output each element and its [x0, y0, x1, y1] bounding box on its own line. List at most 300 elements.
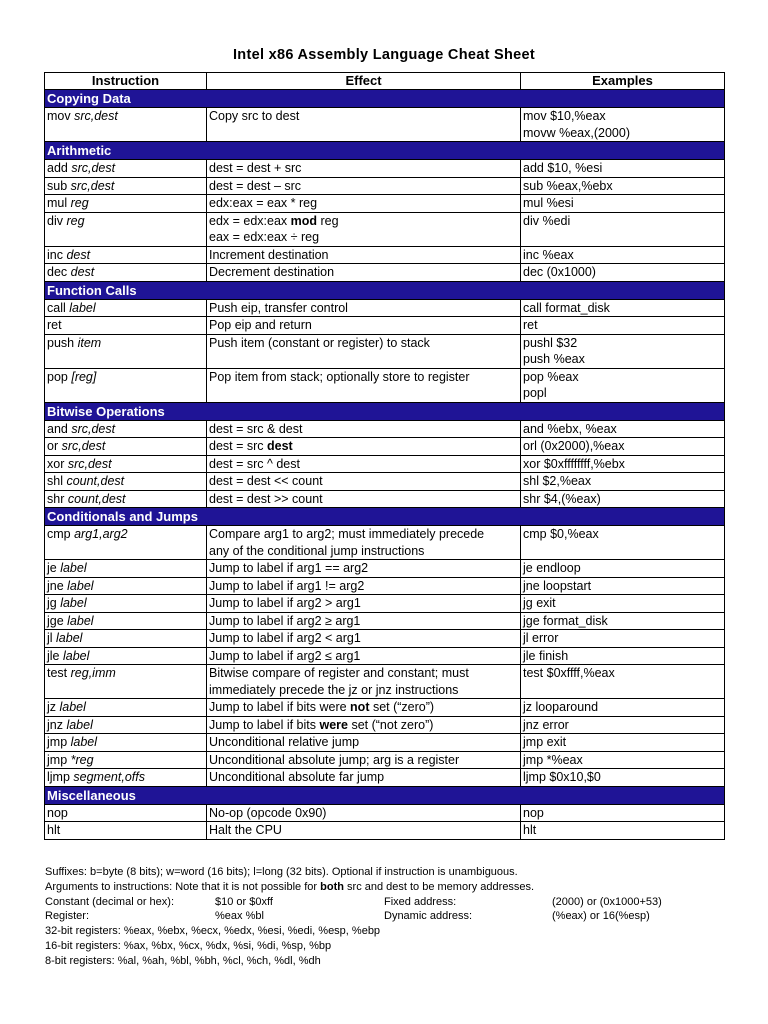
arguments-note — [45, 880, 725, 895]
example-cell — [521, 612, 725, 630]
instruction-mnemonic: div — [47, 213, 67, 228]
instruction-args: item — [77, 335, 102, 350]
table-row — [45, 420, 725, 438]
instruction-mnemonic: test — [47, 666, 71, 680]
section-label: Function Calls — [45, 281, 725, 299]
section-header-row — [45, 142, 725, 160]
effect-cell — [207, 473, 521, 491]
example-line: pushl $32 — [523, 335, 578, 350]
effect-line: Increment destination — [209, 247, 329, 262]
instruction-args: src,dest — [61, 439, 106, 453]
effect-line: Jump to label if arg2 ≤ arg1 — [209, 648, 361, 663]
instruction-cell — [45, 438, 207, 456]
instruction-args: label — [66, 717, 93, 732]
instruction-args: dest — [66, 247, 91, 262]
arguments-note-pre: Arguments to instructions: Note that it is not possible for — [45, 880, 321, 893]
example-cell — [521, 212, 725, 246]
example-cell — [521, 804, 725, 822]
section-label: Arithmetic — [45, 142, 725, 160]
instruction-cell — [45, 734, 207, 752]
instruction-cell — [45, 108, 207, 142]
table-row — [45, 665, 725, 699]
effect-cell — [207, 716, 521, 734]
effect-cell — [207, 264, 521, 282]
example-line: orl (0x2000),%eax — [523, 439, 625, 453]
instruction-mnemonic: inc — [47, 247, 67, 262]
effect-cell — [207, 299, 521, 317]
effect-emphasis: dest — [267, 439, 293, 453]
table-row — [45, 612, 725, 630]
instruction-cell — [45, 769, 207, 787]
example-line: hlt — [523, 823, 537, 837]
effect-line: Jump to label if arg2 ≥ arg1 — [209, 613, 361, 628]
effect-line: dest = src & dest — [209, 421, 303, 436]
example-cell — [521, 420, 725, 438]
example-cell — [521, 560, 725, 578]
effect-cell — [207, 317, 521, 335]
example-cell — [521, 368, 725, 402]
registers-32bit: 32-bit registers: %eax, %ebx, %ecx, %edx, %esi, %edi, %esp, %ebp — [45, 925, 381, 938]
instruction-mnemonic: pop — [47, 369, 72, 384]
instruction-mnemonic: jmp — [47, 752, 71, 767]
example-line: mul %esi — [523, 196, 574, 210]
effect-line: Unconditional relative jump — [209, 735, 360, 749]
effect-text: reg — [317, 213, 339, 228]
instruction-cell — [45, 612, 207, 630]
effect-line: dest = dest >> count — [209, 491, 323, 506]
effect-line: Decrement destination — [209, 265, 335, 279]
example-line: xor $0xffffffff,%ebx — [523, 456, 625, 471]
instruction-args: src,dest — [71, 421, 116, 436]
example-cell — [521, 195, 725, 213]
example-cell — [521, 595, 725, 613]
header-instruction: Instruction — [45, 73, 207, 90]
instruction-args: dest — [70, 265, 95, 279]
instruction-args: label — [60, 561, 87, 575]
instruction-cell — [45, 822, 207, 840]
effect-cell — [207, 438, 521, 456]
table-row — [45, 490, 725, 508]
instruction-args: label — [67, 613, 94, 628]
example-cell — [521, 769, 725, 787]
example-line: dec (0x1000) — [523, 265, 596, 279]
instruction-cell — [45, 647, 207, 665]
instruction-args: *reg — [70, 752, 94, 767]
effect-cell — [207, 822, 521, 840]
effect-cell — [207, 195, 521, 213]
registers-16bit: 16-bit registers: %ax, %bx, %cx, %dx, %si, %di, %sp, %bp — [45, 939, 332, 952]
effect-line — [209, 213, 518, 230]
instruction-mnemonic: jl — [47, 631, 57, 645]
effect-line: Unconditional absolute jump; arg is a register — [209, 752, 460, 767]
table-row — [45, 334, 725, 368]
effect-line — [209, 699, 518, 716]
section-header-row — [45, 508, 725, 526]
example-cell — [521, 647, 725, 665]
instruction-cell — [45, 804, 207, 822]
effect-emphasis: were — [319, 717, 348, 732]
instruction-args: [reg] — [71, 369, 97, 384]
constant-row — [45, 895, 725, 910]
example-line: add $10, %esi — [523, 161, 603, 175]
instruction-args: label — [67, 578, 94, 593]
table-row — [45, 699, 725, 717]
instruction-mnemonic: dec — [47, 265, 71, 279]
instruction-mnemonic: mov — [47, 109, 75, 123]
example-cell — [521, 526, 725, 560]
effect-line: Jump to label if arg1 == arg2 — [209, 561, 369, 575]
register-row — [45, 909, 725, 924]
effect-line — [209, 717, 518, 734]
effect-line: dest = dest – src — [209, 178, 302, 193]
instruction-cell — [45, 368, 207, 402]
instruction-mnemonic: nop — [47, 805, 68, 820]
example-line: nop — [523, 805, 544, 820]
instruction-cell — [45, 455, 207, 473]
effect-cell — [207, 769, 521, 787]
section-header-row — [45, 402, 725, 420]
table-row — [45, 246, 725, 264]
effect-line: Bitwise compare of register and constant; must — [209, 666, 469, 680]
table-row — [45, 577, 725, 595]
instruction-mnemonic: ljmp — [47, 770, 74, 784]
example-line: sub %eax,%ebx — [523, 178, 613, 193]
table-row — [45, 560, 725, 578]
effect-cell — [207, 334, 521, 368]
effect-cell — [207, 665, 521, 699]
example-cell — [521, 108, 725, 142]
effect-cell — [207, 420, 521, 438]
example-line: jg exit — [523, 596, 556, 610]
example-cell — [521, 438, 725, 456]
effect-cell — [207, 160, 521, 178]
table-row — [45, 455, 725, 473]
instruction-cell — [45, 630, 207, 648]
example-line: shr $4,(%eax) — [523, 491, 601, 506]
example-cell — [521, 734, 725, 752]
instruction-mnemonic: jne — [47, 578, 68, 593]
effect-cell — [207, 612, 521, 630]
instruction-cell — [45, 212, 207, 246]
example-line: jmp exit — [523, 735, 567, 749]
effect-text: set (“zero”) — [369, 700, 435, 714]
instruction-cell — [45, 490, 207, 508]
effect-line: Jump to label if arg1 != arg2 — [209, 578, 365, 593]
example-line: je endloop — [523, 561, 581, 575]
effect-line: any of the conditional jump instructions — [209, 543, 425, 558]
example-line: jge format_disk — [523, 613, 608, 628]
effect-text: dest = src — [209, 439, 268, 453]
instruction-args: label — [56, 631, 83, 645]
example-line: popl — [523, 386, 547, 400]
instruction-args: count,dest — [67, 491, 126, 506]
effect-cell — [207, 699, 521, 717]
instruction-mnemonic: jnz — [47, 717, 67, 732]
instruction-cell — [45, 177, 207, 195]
instruction-mnemonic: shr — [47, 491, 68, 506]
section-label: Copying Data — [45, 90, 725, 108]
instruction-mnemonic: jge — [47, 613, 68, 628]
instruction-mnemonic: jmp — [47, 735, 71, 749]
instruction-cell — [45, 595, 207, 613]
example-cell — [521, 246, 725, 264]
table-row — [45, 438, 725, 456]
instruction-mnemonic: call — [47, 300, 70, 315]
instruction-args: reg — [66, 213, 85, 228]
table-row — [45, 368, 725, 402]
example-line: shl $2,%eax — [523, 474, 592, 488]
table-row — [45, 177, 725, 195]
effect-cell — [207, 490, 521, 508]
example-cell — [521, 490, 725, 508]
table-row — [45, 647, 725, 665]
table-row — [45, 160, 725, 178]
example-line: div %edi — [523, 213, 571, 228]
instruction-args: label — [62, 648, 90, 663]
instruction-cell — [45, 526, 207, 560]
effect-cell — [207, 526, 521, 560]
registers-8bit: 8-bit registers: %al, %ah, %bl, %bh, %cl, %ch, %dl, %dh — [45, 954, 321, 967]
effect-cell — [207, 560, 521, 578]
example-cell — [521, 751, 725, 769]
instruction-mnemonic: cmp — [47, 527, 75, 541]
effect-emphasis: not — [350, 700, 370, 714]
effect-text: edx = edx:eax — [209, 213, 291, 228]
instruction-mnemonic: and — [47, 421, 72, 436]
instruction-mnemonic: jg — [47, 596, 61, 610]
example-cell — [521, 299, 725, 317]
table-row — [45, 804, 725, 822]
example-line: and %ebx, %eax — [523, 421, 617, 436]
instruction-cell — [45, 334, 207, 368]
table-row — [45, 264, 725, 282]
instruction-args: count,dest — [66, 474, 125, 488]
instruction-cell — [45, 716, 207, 734]
constant-value: $10 or $0xff — [215, 895, 273, 908]
example-line: ljmp $0x10,$0 — [523, 770, 601, 784]
effect-line: Pop item from stack; optionally store to register — [209, 369, 470, 384]
dynamic-address-value: (%eax) or 16(%esp) — [552, 910, 650, 923]
instruction-args: label — [69, 300, 96, 315]
suffixes-note: Suffixes: b=byte (8 bits); w=word (16 bits); l=long (32 bits). Optional if instruction is unambiguous. — [45, 866, 518, 878]
instruction-args: label — [60, 596, 87, 610]
effect-cell — [207, 368, 521, 402]
effect-cell — [207, 212, 521, 246]
effect-line: immediately precede the jz or jnz instructions — [209, 682, 459, 697]
example-cell — [521, 177, 725, 195]
instruction-cell — [45, 160, 207, 178]
effect-line: No-op (opcode 0x90) — [209, 805, 327, 820]
effect-text: Jump to label if bits were — [209, 700, 351, 714]
example-line: jne loopstart — [523, 578, 592, 593]
example-line: pop %eax — [523, 369, 579, 384]
table-row — [45, 595, 725, 613]
table-row — [45, 526, 725, 560]
example-cell — [521, 473, 725, 491]
table-row — [45, 751, 725, 769]
example-cell — [521, 577, 725, 595]
effect-text: set (“not zero”) — [347, 717, 434, 732]
table-row — [45, 630, 725, 648]
example-cell — [521, 264, 725, 282]
instruction-cell — [45, 264, 207, 282]
section-label: Bitwise Operations — [45, 402, 725, 420]
instruction-mnemonic: xor — [47, 456, 68, 471]
instruction-cell — [45, 560, 207, 578]
example-line: inc %eax — [523, 247, 574, 262]
example-cell — [521, 716, 725, 734]
dynamic-address-label: Dynamic address: — [384, 910, 473, 923]
example-cell — [521, 630, 725, 648]
instruction-args: arg1,arg2 — [74, 527, 128, 541]
instruction-mnemonic: je — [47, 561, 61, 575]
section-label: Conditionals and Jumps — [45, 508, 725, 526]
example-cell — [521, 699, 725, 717]
section-label: Miscellaneous — [45, 786, 725, 804]
instruction-mnemonic: push — [47, 335, 78, 350]
instruction-cell — [45, 473, 207, 491]
instruction-cell — [45, 420, 207, 438]
table-row — [45, 212, 725, 246]
section-header-row — [45, 786, 725, 804]
table-row — [45, 108, 725, 142]
example-cell — [521, 822, 725, 840]
sheet-title: Intel x86 Assembly Language Cheat Sheet — [232, 47, 536, 63]
instruction-table — [44, 72, 725, 840]
effect-line: dest = dest << count — [209, 474, 323, 488]
instruction-cell — [45, 577, 207, 595]
instruction-args: src,dest — [74, 109, 118, 123]
effect-cell — [207, 647, 521, 665]
table-row — [45, 195, 725, 213]
instruction-cell — [45, 299, 207, 317]
instruction-cell — [45, 317, 207, 335]
example-line: mov $10,%eax — [523, 109, 606, 123]
example-line: jle finish — [523, 648, 569, 663]
example-cell — [521, 317, 725, 335]
instruction-cell — [45, 699, 207, 717]
effect-cell — [207, 751, 521, 769]
instruction-mnemonic: sub — [47, 178, 71, 193]
example-line: call format_disk — [523, 300, 610, 315]
effect-line: Unconditional absolute far jump — [209, 770, 385, 784]
arguments-note-emphasis: both — [320, 880, 344, 893]
effect-line: Push eip, transfer control — [209, 300, 348, 315]
effect-cell — [207, 577, 521, 595]
footer-notes — [45, 865, 725, 969]
effect-line: eax = edx:eax ÷ reg — [209, 230, 320, 244]
effect-cell — [207, 108, 521, 142]
section-header-row — [45, 90, 725, 108]
fixed-address-value: (2000) or (0x1000+53) — [552, 895, 662, 908]
effect-line: Compare arg1 to arg2; must immediately precede — [209, 527, 485, 541]
table-row — [45, 716, 725, 734]
example-cell — [521, 160, 725, 178]
table-row — [45, 317, 725, 335]
effect-line: dest = dest + src — [209, 161, 302, 175]
effect-cell — [207, 455, 521, 473]
instruction-args: reg — [70, 196, 89, 210]
table-row — [45, 473, 725, 491]
example-line: jnz error — [523, 717, 569, 732]
instruction-mnemonic: hlt — [47, 823, 61, 837]
effect-line: Copy src to dest — [209, 109, 300, 123]
instruction-mnemonic: ret — [47, 318, 62, 332]
table-row — [45, 822, 725, 840]
effect-line: edx:eax = eax * reg — [209, 196, 318, 210]
example-cell — [521, 665, 725, 699]
table-body — [45, 90, 725, 840]
example-line: jmp *%eax — [523, 752, 583, 767]
effect-cell — [207, 630, 521, 648]
instruction-cell — [45, 751, 207, 769]
table-row — [45, 299, 725, 317]
effect-cell — [207, 595, 521, 613]
effect-emphasis: mod — [290, 213, 318, 228]
instruction-args: src,dest — [71, 161, 116, 175]
example-line: movw %eax,(2000) — [523, 125, 630, 140]
instruction-cell — [45, 665, 207, 699]
effect-line: Jump to label if arg2 < arg1 — [209, 631, 361, 645]
table-row — [45, 769, 725, 787]
example-cell — [521, 455, 725, 473]
table-header-row — [45, 73, 725, 90]
instruction-args: reg,imm — [70, 666, 116, 680]
instruction-mnemonic: or — [47, 439, 62, 453]
instruction-args: segment,offs — [73, 770, 145, 784]
example-line: push %eax — [523, 352, 585, 366]
example-cell — [521, 334, 725, 368]
effect-line: Pop eip and return — [209, 318, 312, 332]
header-effect: Effect — [207, 73, 521, 90]
effect-line — [209, 438, 518, 455]
header-examples: Examples — [521, 73, 725, 90]
example-line: test $0xffff,%eax — [523, 666, 615, 680]
effect-line: Halt the CPU — [209, 823, 282, 837]
arguments-note-post: src and dest to be memory addresses. — [343, 880, 535, 893]
example-line: cmp $0,%eax — [523, 527, 599, 541]
instruction-args: label — [59, 700, 86, 714]
example-line: jl error — [523, 631, 559, 645]
instruction-mnemonic: mul — [47, 196, 71, 210]
constant-label: Constant (decimal or hex): — [45, 895, 174, 908]
register-label: Register: — [45, 910, 90, 923]
effect-cell — [207, 734, 521, 752]
example-line: ret — [523, 318, 538, 332]
instruction-mnemonic: jle — [47, 648, 63, 663]
effect-text: Jump to label if bits — [209, 717, 320, 732]
instruction-cell — [45, 195, 207, 213]
instruction-args: src,dest — [67, 456, 112, 471]
table-row — [45, 734, 725, 752]
example-line: jz looparound — [523, 700, 599, 714]
section-header-row — [45, 281, 725, 299]
instruction-args: src,dest — [70, 178, 115, 193]
instruction-cell — [45, 246, 207, 264]
instruction-mnemonic: jz — [47, 700, 60, 714]
instruction-args: label — [70, 735, 98, 749]
effect-line: Push item (constant or register) to stack — [209, 335, 430, 350]
effect-cell — [207, 177, 521, 195]
effect-cell — [207, 246, 521, 264]
instruction-mnemonic: add — [47, 161, 72, 175]
fixed-address-label: Fixed address: — [384, 895, 457, 908]
instruction-mnemonic: shl — [47, 474, 67, 488]
effect-cell — [207, 804, 521, 822]
effect-line: dest = src ^ dest — [209, 456, 300, 471]
effect-line: Jump to label if arg2 > arg1 — [209, 596, 361, 610]
register-value: %eax %bl — [215, 910, 264, 923]
